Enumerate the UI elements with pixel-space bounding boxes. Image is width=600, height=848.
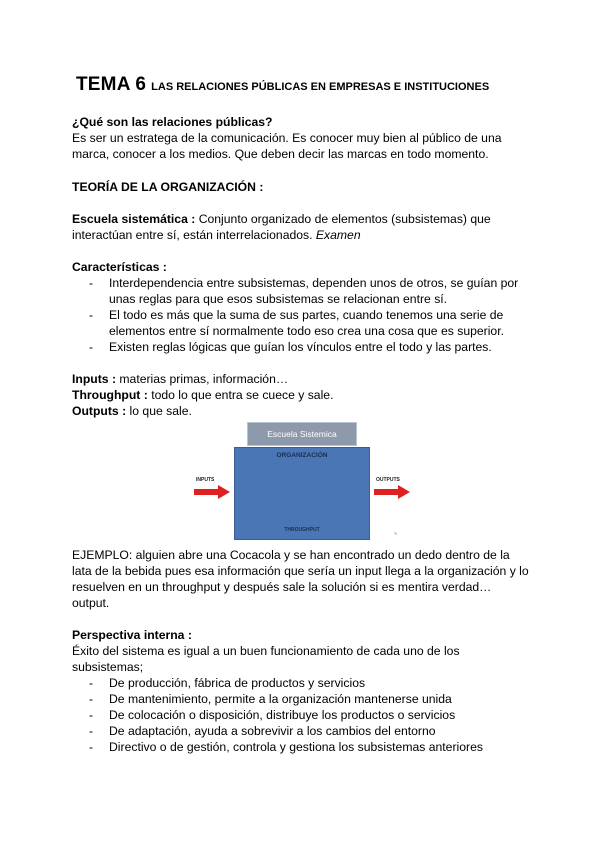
que-son-heading: ¿Qué son las relaciones públicas?	[72, 115, 273, 129]
que-son-line-1: Es ser un estratega de la comunicación. Es conocer muy bien al público de una	[72, 131, 502, 145]
title-subtitle: LAS RELACIONES PÚBLICAS EN EMPRESAS E INSTITUCIONES	[151, 81, 490, 93]
inputs-diagram-label: INPUTS	[196, 477, 215, 483]
ejemplo-line-2: lata de la bebida pues esa información que sería un input llega a la organización y lo	[72, 564, 529, 578]
system-diagram	[194, 421, 414, 541]
que-son-line-2: marca, conocer a los medios. Que deben decir las marcas en todo momento.	[72, 147, 489, 161]
throughput-label: Throughput :	[72, 388, 148, 402]
list-item: - El todo es más que la suma de sus partes, cuando tenemos una serie de elementos entre sí normalmente todo eso crea una cosa que es superior.	[89, 307, 518, 339]
page-title	[76, 74, 489, 96]
inputs-text: materias primas, información…	[116, 372, 289, 386]
throughput-box-label: THROUGHPUT	[284, 527, 320, 533]
perspectiva-heading: Perspectiva interna :	[72, 628, 192, 642]
perspectiva-list	[89, 675, 483, 755]
small-mark-icon: ✎	[394, 531, 398, 536]
escuela-sistemica-tag: Escuela Sistemica	[247, 422, 357, 446]
ejemplo-line-1: EJEMPLO: alguien abre una Cocacola y se han encontrado un dedo dentro de la	[72, 548, 510, 562]
perspectiva-line-1: Éxito del sistema es igual a un buen funcionamiento de cada uno de los	[72, 644, 460, 658]
perspectiva-line-2: subsistemas;	[72, 660, 144, 674]
caracteristicas-list	[89, 275, 518, 355]
outputs-line	[72, 403, 192, 419]
escuela-line-2	[72, 227, 361, 243]
inputs-line	[72, 371, 288, 387]
list-item: - De colocación o disposición, distribuye los productos o servicios	[89, 707, 483, 723]
ejemplo-line-3: resuelven en un throughput y después sale la solución si es mentira verdad…	[72, 580, 492, 594]
input-arrow-icon	[194, 485, 230, 499]
escuela-label: Escuela sistemática :	[72, 212, 196, 226]
organization-box	[234, 447, 370, 540]
list-item: - Existen reglas lógicas que guían los vínculos entre el todo y las partes.	[89, 339, 518, 355]
outputs-label: Outputs :	[72, 404, 127, 418]
escuela-text-1: Conjunto organizado de elementos (subsistemas) que	[195, 212, 491, 226]
throughput-text: todo lo que entra se cuece y sale.	[147, 388, 334, 402]
teoria-heading: TEORÍA DE LA ORGANIZACIÓN :	[72, 180, 264, 194]
organization-label: ORGANIZACIÓN	[276, 452, 328, 459]
caracteristicas-heading: Características :	[72, 260, 167, 274]
output-arrow-icon	[374, 485, 410, 499]
escuela-text-2: interactúan entre sí, están interrelacionados.	[72, 228, 316, 242]
escuela-examen: Examen	[315, 228, 361, 242]
inputs-label: Inputs :	[72, 372, 117, 386]
title-number: TEMA 6	[76, 74, 147, 95]
list-item: - Directivo o de gestión, controla y gestiona los subsistemas anteriores	[89, 739, 483, 755]
outputs-diagram-label: OUTPUTS	[376, 477, 400, 483]
ejemplo-line-4: output.	[72, 596, 110, 610]
escuela-line-1	[72, 211, 491, 227]
list-item: - De mantenimiento, permite a la organización mantenerse unida	[89, 691, 483, 707]
list-item: - Interdependencia entre subsistemas, dependen unos de otros, se guían por unas reglas para que esos subsistemas se relacionan entre sí.	[89, 275, 518, 307]
list-item: - De adaptación, ayuda a sobrevivir a los cambios del entorno	[89, 723, 483, 739]
throughput-line	[72, 387, 333, 403]
list-item: - De producción, fábrica de productos y servicios	[89, 675, 483, 691]
outputs-text: lo que sale.	[126, 404, 192, 418]
